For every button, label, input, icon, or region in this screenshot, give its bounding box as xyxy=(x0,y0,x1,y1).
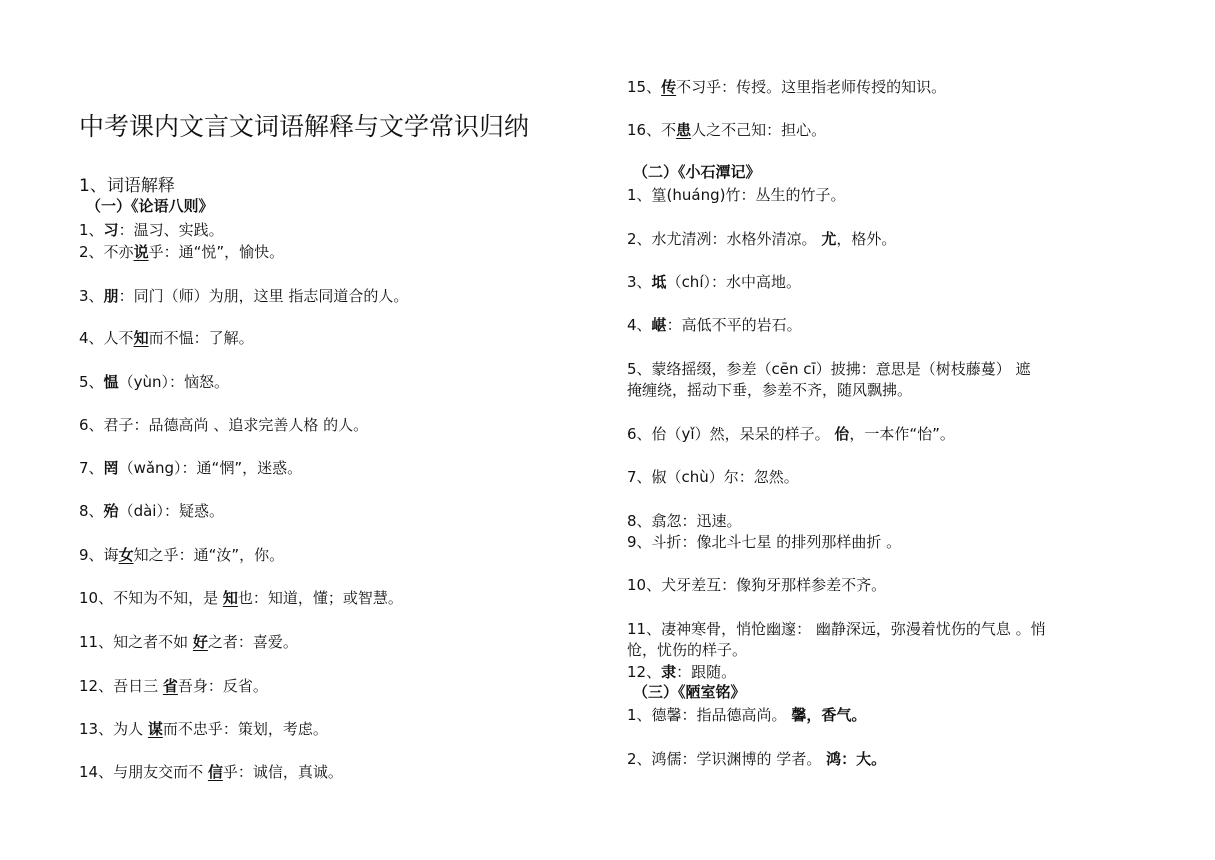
list-item: 16、不患人之不己知：担心。 xyxy=(627,121,827,139)
group-heading-lunyu: （一）《论语八则》 xyxy=(86,197,214,215)
list-item: 10、不知为不知，是 知也：知道，懂；或智慧。 xyxy=(79,589,403,607)
list-item: 6、佁（yǐ）然，呆呆的样子。 佁，一本作“怡”。 xyxy=(627,425,955,443)
list-item: 2、不亦说乎：通“悦”，愉快。 xyxy=(79,243,285,261)
list-item: 9、斗折：像北斗七星 的排列那样曲折 。 xyxy=(627,533,902,551)
list-item-continuation: 怆，忧伤的样子。 xyxy=(627,641,748,659)
list-item: 8、翕忽：迅速。 xyxy=(627,512,742,530)
list-item: 9、诲女知之乎：通“汝”，你。 xyxy=(79,546,285,564)
list-item: 7、俶（chù）尔：忽然。 xyxy=(627,468,799,486)
list-item: 15、传不习乎：传授。这里指老师传授的知识。 xyxy=(627,78,947,96)
list-item-continuation: 掩缠绕，摇动下垂，参差不齐，随风飘拂。 xyxy=(627,381,913,399)
list-item: 11、知之者不如 好之者：喜爱。 xyxy=(79,633,298,651)
list-item: 12、隶：跟随。 xyxy=(627,663,737,681)
list-item: 2、水尤清冽：水格外清凉。 尤，格外。 xyxy=(627,230,897,248)
list-item: 12、吾日三 省吾身：反省。 xyxy=(79,677,268,695)
document-title: 中考课内文言文词语解释与文学常识归纳 xyxy=(79,112,530,141)
list-item: 8、殆（dài）：疑惑。 xyxy=(79,502,224,520)
list-item: 2、鸿儒：学识渊博的 学者。 鸿：大。 xyxy=(627,750,887,768)
list-item: 14、与朋友交而不 信乎：诚信，真诚。 xyxy=(79,763,343,781)
list-item: 1、德馨：指品德高尚。 馨，香气。 xyxy=(627,706,867,724)
list-item: 3、朋：同门（师）为朋，这里 指志同道合的人。 xyxy=(79,287,409,305)
list-item: 4、人不知而不愠：了解。 xyxy=(79,329,254,347)
list-item: 1、篁(huáng)竹：丛生的竹子。 xyxy=(627,186,846,204)
list-item: 5、蒙络摇缀，参差（cēn cī）披拂：意思是（树枝藤蔓） 遮 xyxy=(627,360,1031,378)
list-item: 10、犬牙差互：像狗牙那样参差不齐。 xyxy=(627,576,887,594)
section-heading: 1、词语解释 xyxy=(79,176,175,196)
list-item: 3、坻（chí）：水中高地。 xyxy=(627,273,801,291)
list-item: 6、君子：品德高尚 、追求完善人格 的人。 xyxy=(79,416,369,434)
list-item: 5、愠（yùn）：恼怒。 xyxy=(79,373,229,391)
list-item: 1、习：温习、实践。 xyxy=(79,221,224,239)
list-item: 13、为人 谋而不忠乎：策划，考虑。 xyxy=(79,720,328,738)
group-heading-xiaoshitan: （二）《小石潭记》 xyxy=(633,163,761,181)
list-item: 7、罔（wǎng）：通“惘”，迷惑。 xyxy=(79,459,303,477)
group-heading-loushiming: （三）《陋室铭》 xyxy=(633,683,746,701)
list-item: 4、嵁：高低不平的岩石。 xyxy=(627,316,802,334)
list-item: 11、凄神寒骨，悄怆幽邃： 幽静深远，弥漫着忧伤的气息 。悄 xyxy=(627,620,1046,638)
